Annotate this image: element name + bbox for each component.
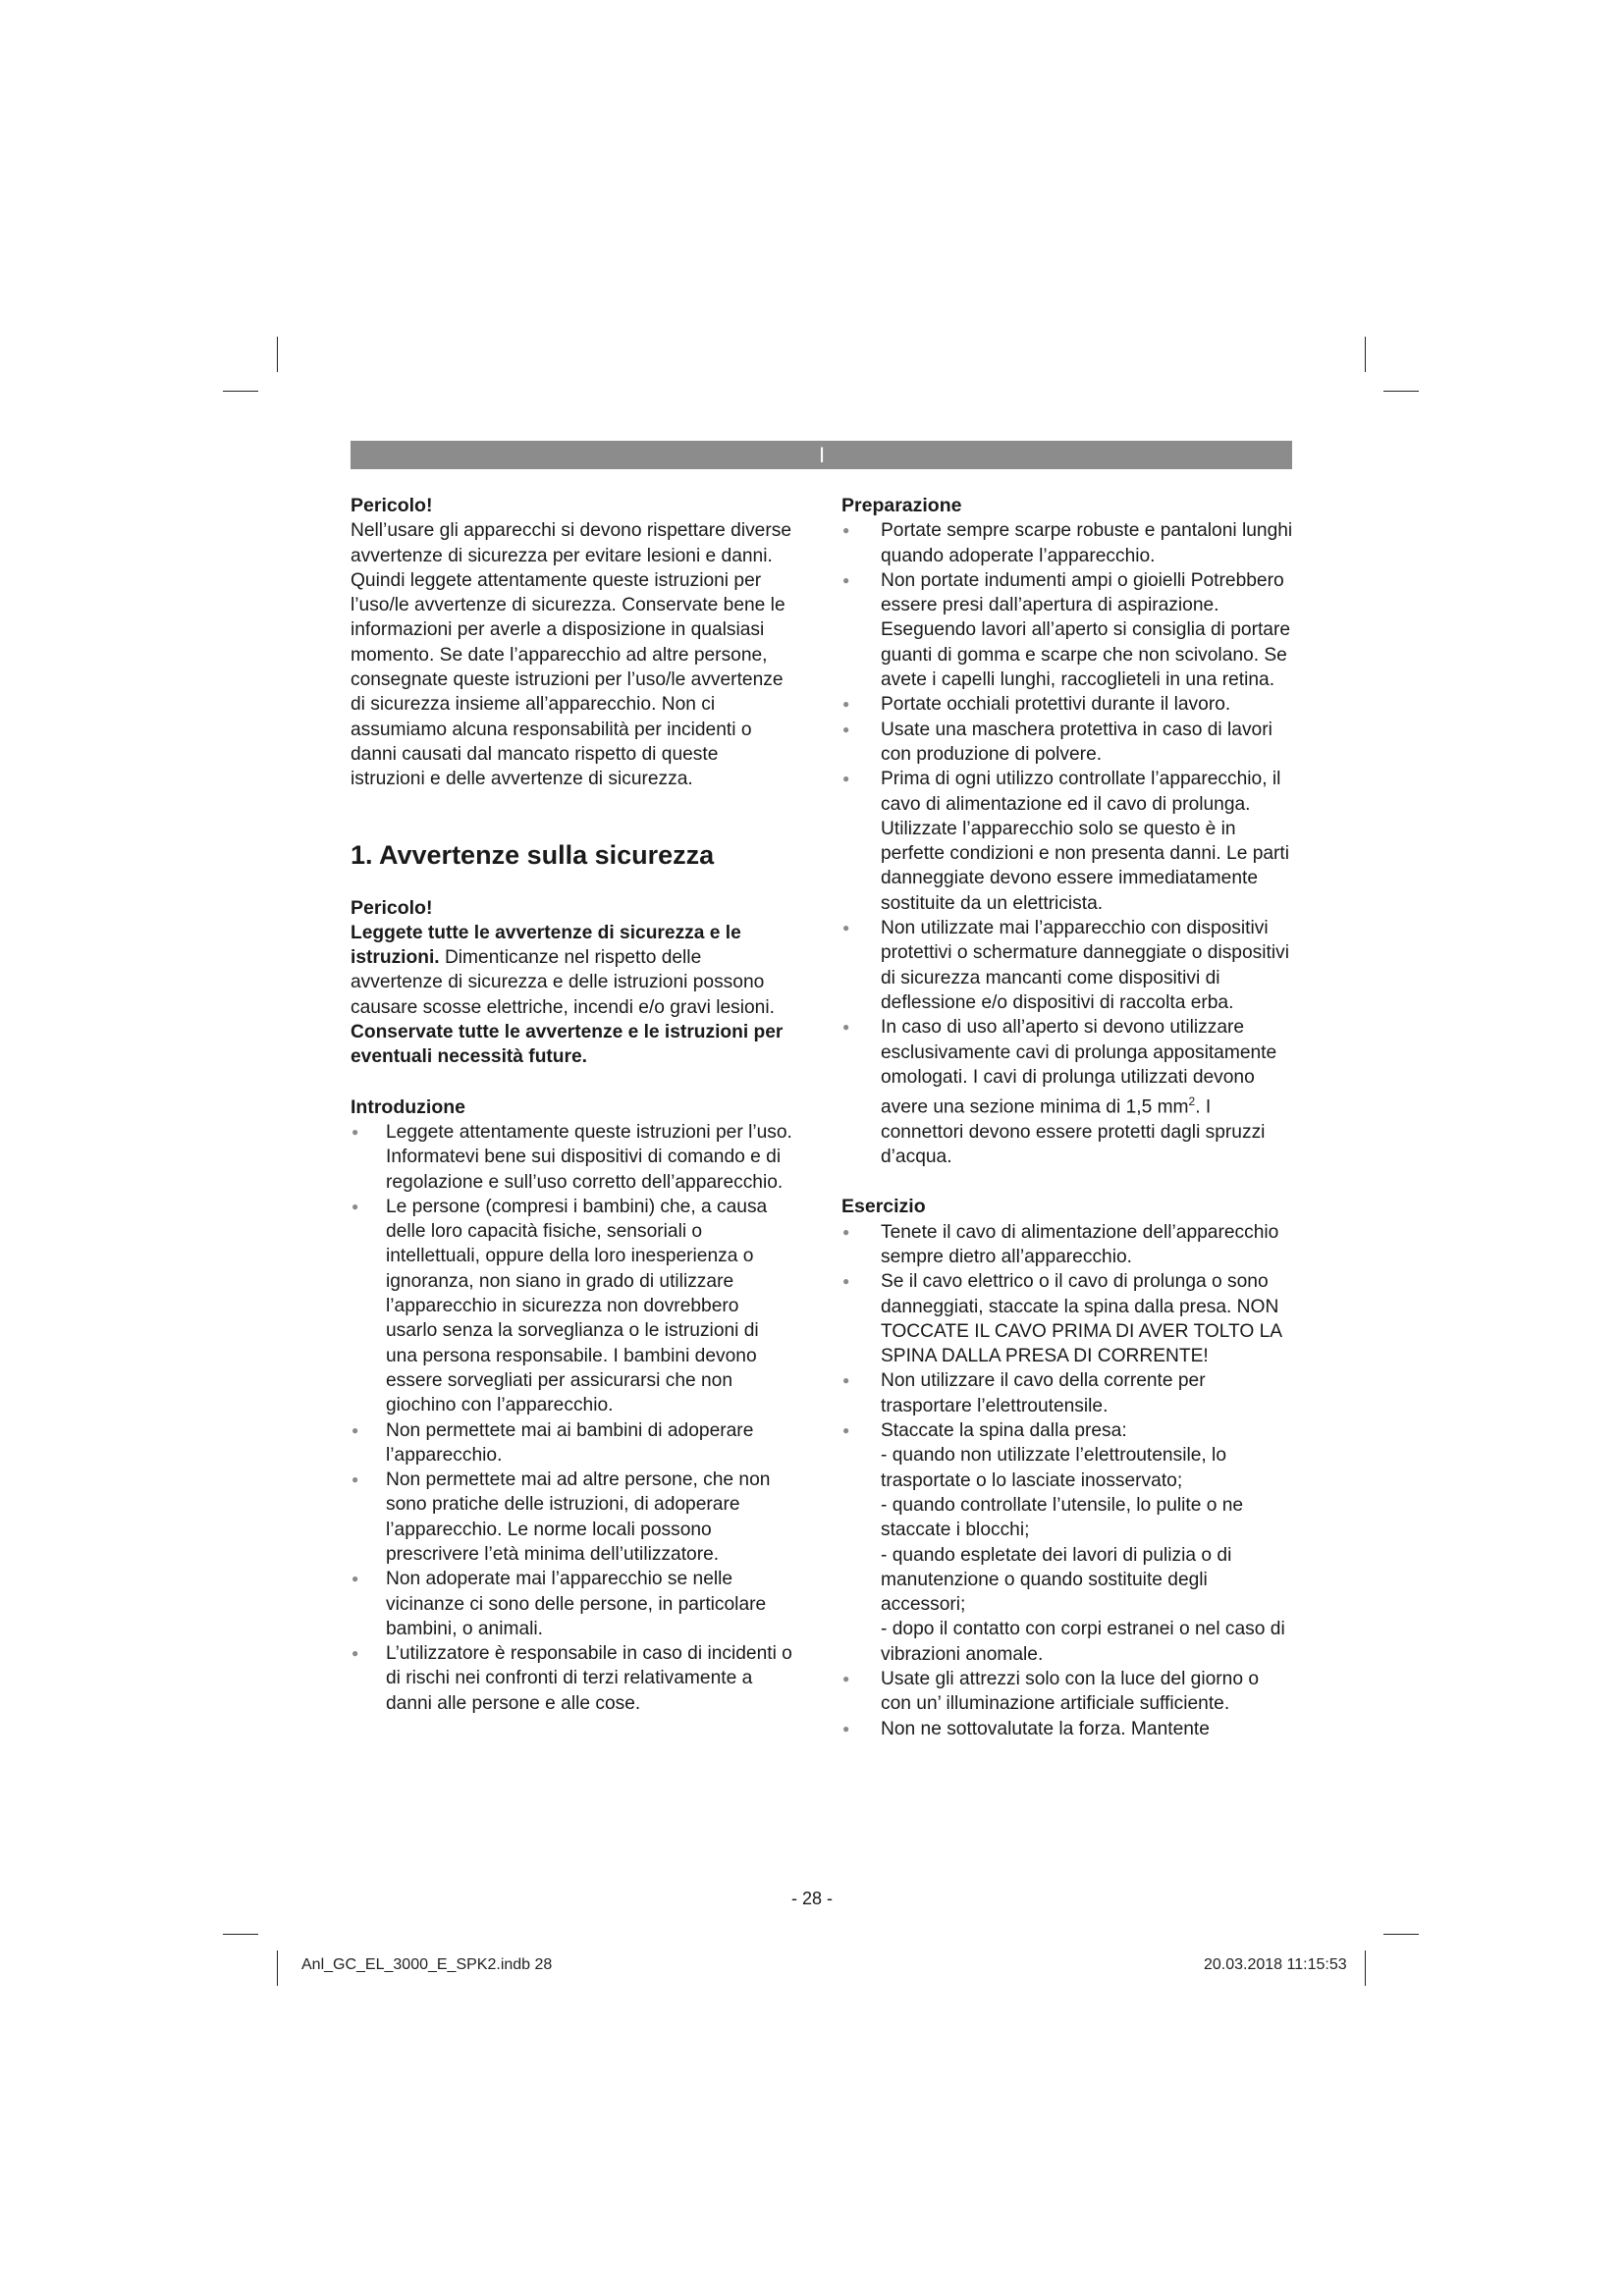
crop-mark [277,337,278,372]
list-item-text: In caso di uso all’aperto si devono utilizzare esclusivamente cavi di prolunga appositamente omologati. I cavi di prolunga utilizzati devono avere una sezione minima di 1,5 mm [881,1017,1277,1118]
page-number: - 28 - [790,1889,833,1908]
list-item: ● Non utilizzare il cavo della corrente per trasportare l’elettroutensile. [841,1368,1293,1418]
intro-heading: Introduzione [351,1095,465,1118]
list-item [841,1015,1293,1169]
list-item: ● Non utilizzate mai l’apparecchio con dispositivi protettivi o schermature danneggiate o dispositivi di sicurezza mancanti come dispositivi di deflessione e/o dispositivi di raccolta erba. [841,916,1293,1015]
danger2-paragraph [351,921,794,1020]
list-item: ● Non permettete mai ai bambini di adoperare l’apparecchio. [351,1418,794,1468]
list-item: ● Non adoperate mai l’apparecchio se nelle vicinanze ci sono delle persone, in particolare bambini, o animali. [351,1567,794,1641]
danger-paragraph: Nell’usare gli apparecchi si devono rispettare diverse avvertenze di sicurezza per evitare lesioni e danni. Quindi leggete attentamente queste istruzioni per l’uso/le avvertenze di sicurezza. Conservate bene le informazioni per averle a disposizione in qualsiasi momento. Se date l’apparecchio ad altre persone, consegnate queste istruzioni per l’uso/le avvertenze di sicurezza insieme all’apparecchio. Non ci assumiamo alcuna responsabilità per incidenti o danni causati dal mancato rispetto di queste istruzioni e delle avvertenze di sicurezza. [351,520,792,790]
exercise-heading: Esercizio [841,1196,926,1218]
right-column [841,494,1293,1741]
language-header-bar [351,441,1292,469]
unplug-intro: ● Staccate la spina dalla presa: [881,1420,1127,1442]
unplug-case: - dopo il contatto con corpi estranei o nel caso di vibrazioni anomale. [881,1619,1285,1665]
danger2-bold-lead: Leggete tutte le avvertenze di sicurezza e le istruzioni. [351,922,741,969]
danger2-text: Dimenticanze nel rispetto delle avvertenze di sicurezza e delle istruzioni possono causare scosse elettriche, incendi e/o gravi lesioni. [351,947,775,1018]
crop-mark [1365,1950,1366,1986]
footer-timestamp: 20.03.2018 11:15:53 [1204,1956,1347,1973]
danger2-heading: Pericolo! [351,896,433,919]
list-item: ● Le persone (compresi i bambini) che, a causa delle loro capacità fisiche, sensoriali o intellettuali, oppure della loro inesperienza o ignoranza, non siano in grado di utilizzare l’apparecchio in sicurezza non dovrebbero usarlo senza la sorveglianza o le istruzioni di una persona responsabile. I bambini devono essere sorvegliati per assicurarsi che non giochino con l’apparecchio. [351,1195,794,1418]
left-column [351,494,794,1716]
crop-mark [1383,391,1419,392]
list-item: ● Leggete attentamente queste istruzioni per l’uso. Informatevi bene sui dispositivi di comando e di regolazione e sull’uso corretto dell’apparecchio. [351,1120,794,1195]
list-item-tail: . I connettori devono essere protetti dagli spruzzi d’acqua. [881,1096,1266,1168]
crop-mark [1365,337,1366,372]
preparation-heading: Preparazione [841,495,962,516]
list-item: ● L’utilizzatore è responsabile in caso di incidenti o di rischi nei confronti di terzi relativamente a danni alle persone e alle cose. [351,1641,794,1716]
crop-mark [277,1950,278,1986]
section-title: 1. Avvertenze sulla sicurezza [351,839,715,870]
crop-mark [223,391,258,392]
unplug-case: - quando espletate dei lavori di pulizia o di manutenzione o quando sostituite degli accessori; [881,1544,1232,1616]
language-marker: I [818,443,826,467]
list-item [841,1418,1293,1667]
footer-file-slug: Anl_GC_EL_3000_E_SPK2.indb 28 [301,1956,553,1973]
intro-list [351,1120,794,1716]
exercise-list [841,1220,1293,1741]
list-item: ● Non permettete mai ad altre persone, che non sono pratiche delle istruzioni, di adoperare l’apparecchio. Le norme locali possono prescrivere l’età minima dell’utilizzatore. [351,1468,794,1567]
superscript: 2 [1188,1095,1196,1109]
list-item: ● Portate sempre scarpe robuste e pantaloni lunghi quando adoperate l’apparecchio. [841,518,1293,568]
unplug-case: - quando non utilizzate l’elettroutensile, lo trasportate o lo lasciate inosservato; [881,1445,1226,1491]
list-item: ● Prima di ogni utilizzo controllate l’apparecchio, il cavo di alimentazione ed il cavo di prolunga. Utilizzate l’apparecchio solo se questo è in perfette condizioni e non presenta danni. Le parti danneggiate devono essere immediatamente sostituite da un elettricista. [841,767,1293,916]
unplug-case: - quando controllate l’utensile, lo pulite o ne staccate i blocchi; [881,1494,1244,1541]
preparation-list [841,518,1293,1169]
list-item: ● Usate una maschera protettiva in caso di lavori con produzione di polvere. [841,718,1293,768]
list-item: ● Usate gli attrezzi solo con la luce del giorno o con un’ illuminazione artificiale sufficiente. [841,1667,1293,1717]
danger-heading: Pericolo! [351,495,433,516]
list-item: ● Non portate indumenti ampi o gioielli Potrebbero essere presi dall’apertura di aspirazione. Eseguendo lavori all’aperto si consiglia di portare guanti di gomma e scarpe che non scivolano. Se avete i capelli lunghi, raccoglieteli in una retina. [841,568,1293,692]
crop-mark [223,1934,258,1935]
list-item: ● Portate occhiali protettivi durante il lavoro. [841,692,1293,717]
crop-mark [1383,1934,1419,1935]
list-item: ● Tenete il cavo di alimentazione dell’apparecchio sempre dietro all’apparecchio. [841,1220,1293,1270]
list-item: ● Se il cavo elettrico o il cavo di prolunga o sono danneggiati, staccate la spina dalla presa. NON TOCCATE IL CAVO PRIMA DI AVER TOLTO LA SPINA DALLA PRESA DI CORRENTE! [841,1269,1293,1368]
list-item: ● Non ne sottovalutate la forza. Mantente [841,1717,1293,1741]
danger2-bold-tail: Conservate tutte le avvertenze e le istruzioni per eventuali necessità future. [351,1022,784,1068]
